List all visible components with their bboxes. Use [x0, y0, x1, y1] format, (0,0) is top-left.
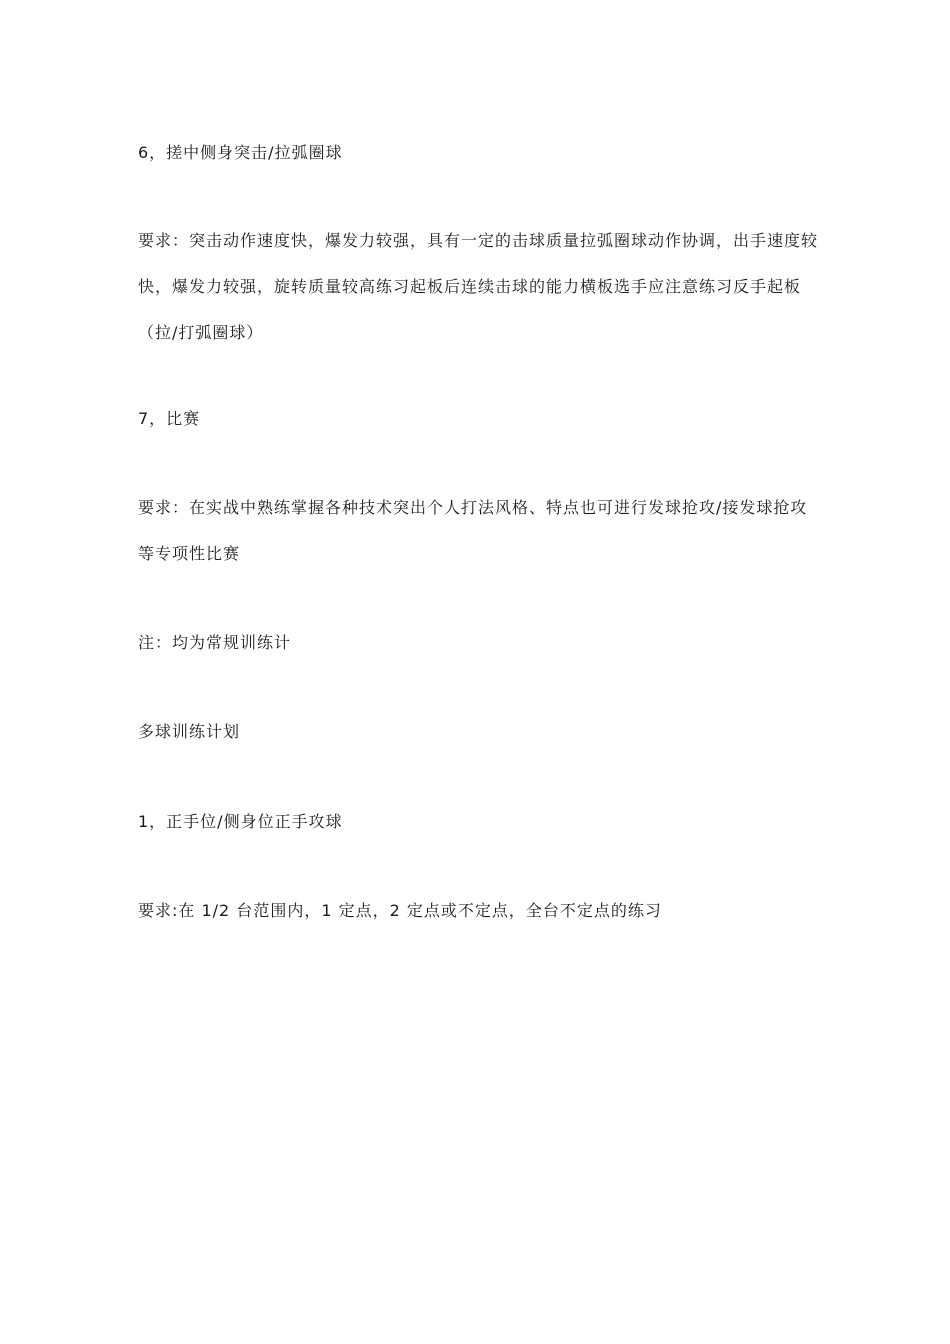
multi-ball-plan-heading: 多球训练计划: [138, 722, 241, 741]
section-heading-6: 6，搓中侧身突击/拉弧圈球: [138, 143, 343, 162]
note-paragraph: 注：均为常规训练计: [138, 633, 292, 652]
requirement-paragraph-1: 要求:在 1/2 台范围内，1 定点，2 定点或不定点，全台不定点的练习: [138, 901, 662, 920]
requirement-paragraph-6: 要求：突击动作速度快，爆发力较强，具有一定的击球质量拉弧圈球动作协调，出手速度较快，爆发力较强，旋转质量较高练习起板后连续击球的能力横板选手应注意练习反手起板（拉/打弧圈球）: [138, 231, 819, 342]
requirement-paragraph-7: 要求：在实战中熟练掌握各种技术突出个人打法风格、特点也可进行发球抢攻/接发球抢攻等专项性比赛: [138, 498, 808, 563]
section-heading-7: 7，比赛: [138, 409, 201, 428]
section-heading-1: 1，正手位/侧身位正手攻球: [138, 812, 343, 831]
